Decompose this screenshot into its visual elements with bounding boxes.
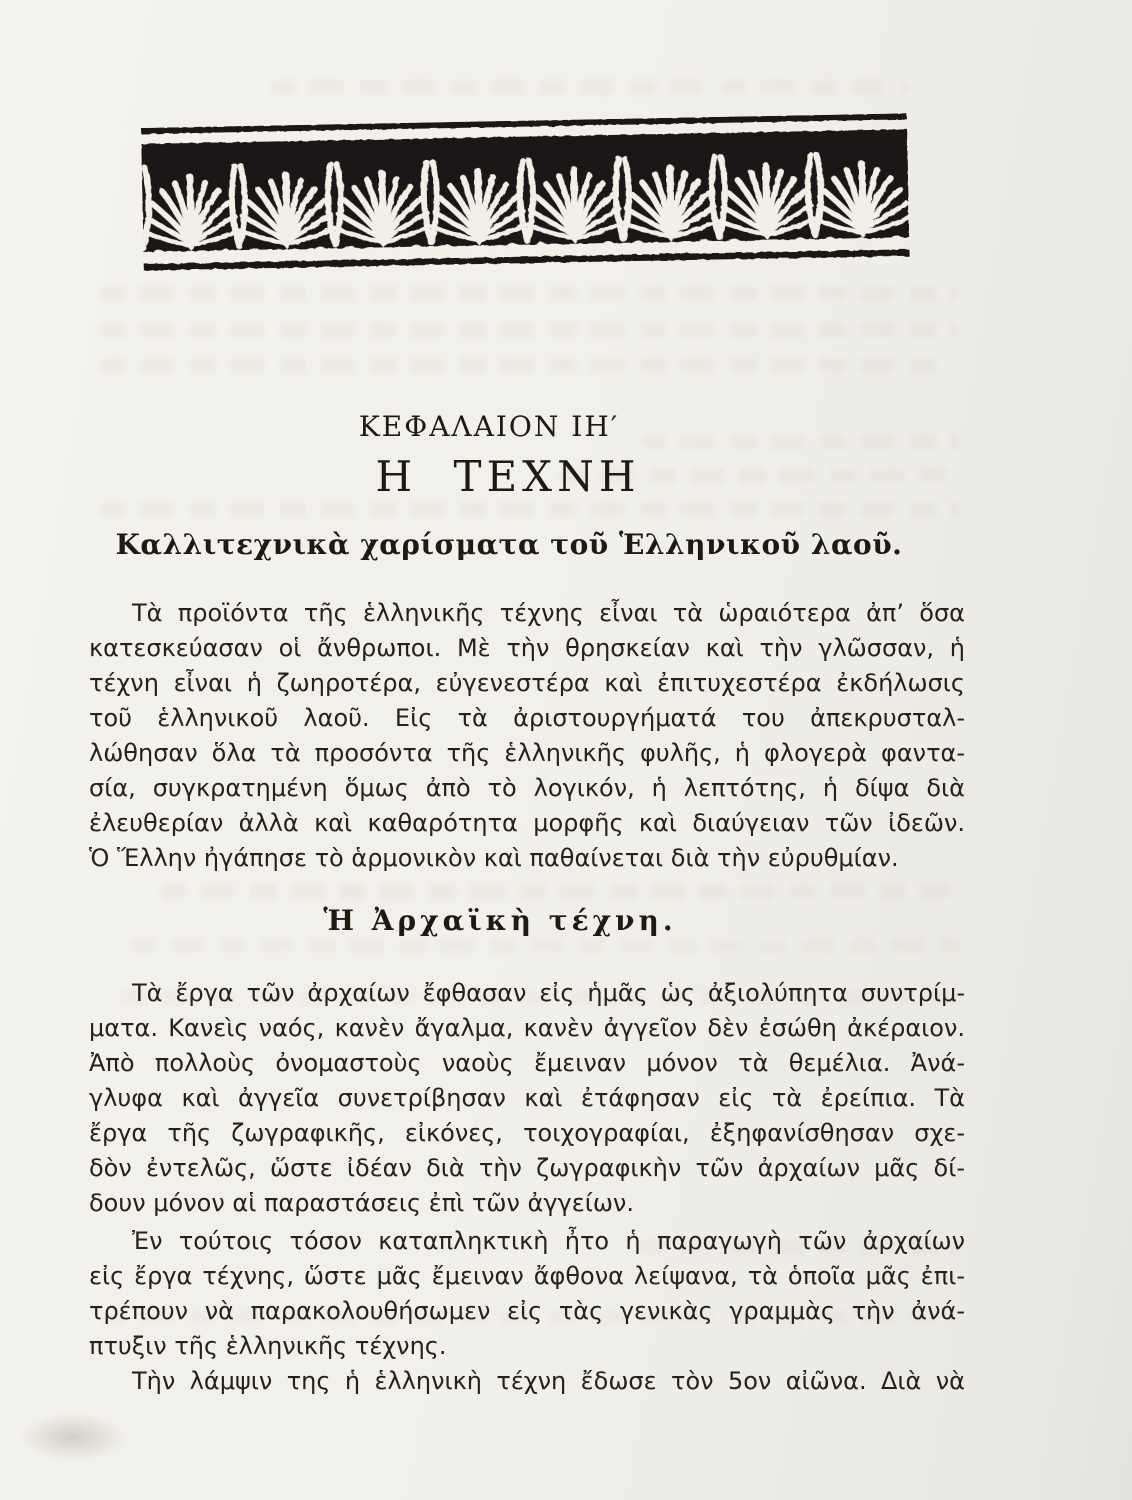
text-line: κατεσκεύασαν οἱ ἄνθρωποι. Μὲ τὴν θρησκείαν καὶ τὴν γλῶσσαν, ἡ (89, 634, 965, 662)
text-line: γλυφα καὶ ἀγγεῖα συνετρίβησαν καὶ ἐτάφησαν εἰς τὰ ἐρείπια. Τὰ (89, 1084, 965, 1112)
text-line: εἰς ἔργα τέχνης, ὥστε μᾶς ἔμειναν ἄφθονα λείψανα, τὰ ὁποῖα μᾶς ἐπι- (89, 1262, 965, 1290)
text-line: Τὰ ἔργα τῶν ἀρχαίων ἔφθασαν εἰς ἡμᾶς ὡς ἀξιολύπητα συντρίμ- (132, 979, 965, 1007)
text-line: σία, συγκρατημένη ὅμως ἀπὸ τὸ λογικόν, ἡ λεπτότης, ἡ δίψα διὰ (89, 774, 965, 802)
ink-bleedthrough-artifact (100, 286, 958, 301)
ink-bleedthrough-artifact (130, 938, 960, 953)
ink-bleedthrough-artifact (270, 80, 910, 95)
palmette-band-image (141, 113, 910, 274)
paragraph-abundant-relics (89, 1224, 965, 1364)
text-line: λώθησαν ὅλα τὰ προσόντα τῆς ἑλληνικῆς φυλῆς, ἡ φλογερὰ φαντα- (89, 739, 965, 767)
ink-bleedthrough-artifact (100, 322, 958, 337)
anthemion-frieze-ornament (141, 113, 910, 274)
ink-bleedthrough-artifact (100, 358, 950, 373)
page-smudge (18, 1412, 128, 1462)
section-heading-artistic-gifts: Καλλιτεχνικὰ χαρίσματα τοῦ Ἑλληνικοῦ λαοῦ. (115, 528, 903, 561)
paragraph-artistic-gifts (89, 596, 965, 876)
text-line: δουν μόνον αἱ παραστάσεις ἐπὶ τῶν ἀγγείων. (89, 1189, 634, 1217)
chapter-title: Η ΤΕΧΝΗ (375, 452, 641, 501)
text-line: ματα. Κανεὶς ναός, κανὲν ἄγαλμα, κανὲν ἀγγεῖον δὲν ἐσώθη ἀκέραιον. (89, 1014, 965, 1042)
paragraph-fifth-century (89, 1364, 965, 1399)
text-line: τοῦ ἑλληνικοῦ λαοῦ. Εἰς τὰ ἀριστουργήματά του ἀπεκρυσταλ- (89, 704, 965, 732)
text-line: Ὁ Ἕλλην ἠγάπησε τὸ ἁρμονικὸν καὶ παθαίνεται διὰ τὴν εὐρυθμίαν. (89, 844, 899, 872)
text-line: τρέπουν νὰ παρακολουθήσωμεν εἰς τὰς γενικὰς γραμμὰς τὴν ἀνά- (89, 1297, 965, 1325)
text-line: Ἀπὸ πολλοὺς ὀνομαστοὺς ναοὺς ἔμειναν μόνον τὰ θεμέλια. Ἀνά- (89, 1049, 965, 1077)
text-line: πτυξιν τῆς ἑλληνικῆς τέχνης. (89, 1332, 447, 1360)
text-line: ἐλευθερίαν ἀλλὰ καὶ καθαρότητα μορφῆς καὶ διαύγειαν τῶν ἰδεῶν. (89, 809, 965, 837)
text-line: ἔργα τῆς ζωγραφικῆς, εἰκόνες, τοιχογραφίαι, ἐξηφανίσθησαν σχε- (89, 1119, 965, 1147)
paragraph-archaic-remains (89, 976, 965, 1221)
ink-bleedthrough-artifact (100, 502, 960, 517)
text-line: δὸν ἐντελῶς, ὥστε ἰδέαν διὰ τὴν ζωγραφικὴν τῶν ἀρχαίων μᾶς δί- (89, 1154, 965, 1182)
section-heading-archaic-art: Ἡ Ἀρχαϊκὴ τέχνη. (323, 904, 677, 937)
chapter-label: ΚΕΦΑΛΑΙΟΝ ΙΗ′ (358, 410, 620, 443)
text-line: Ἐν τούτοις τόσον καταπληκτικὴ ἦτο ἡ παραγωγὴ τῶν ἀρχαίων (132, 1227, 965, 1255)
text-line: τέχνη εἶναι ἡ ζωηροτέρα, εὐγενεστέρα καὶ ἐπιτυχεστέρα ἐκδήλωσις (89, 669, 965, 697)
ink-bleedthrough-artifact (160, 884, 950, 899)
text-line: Τὰ προϊόντα τῆς ἑλληνικῆς τέχνης εἶναι τὰ ὡραιότερα ἀπ’ ὅσα (132, 599, 965, 627)
text-line: Τὴν λάμψιν της ἡ ἑλληνικὴ τέχνη ἔδωσε τὸν 5ον αἰῶνα. Διὰ νὰ (132, 1367, 965, 1395)
